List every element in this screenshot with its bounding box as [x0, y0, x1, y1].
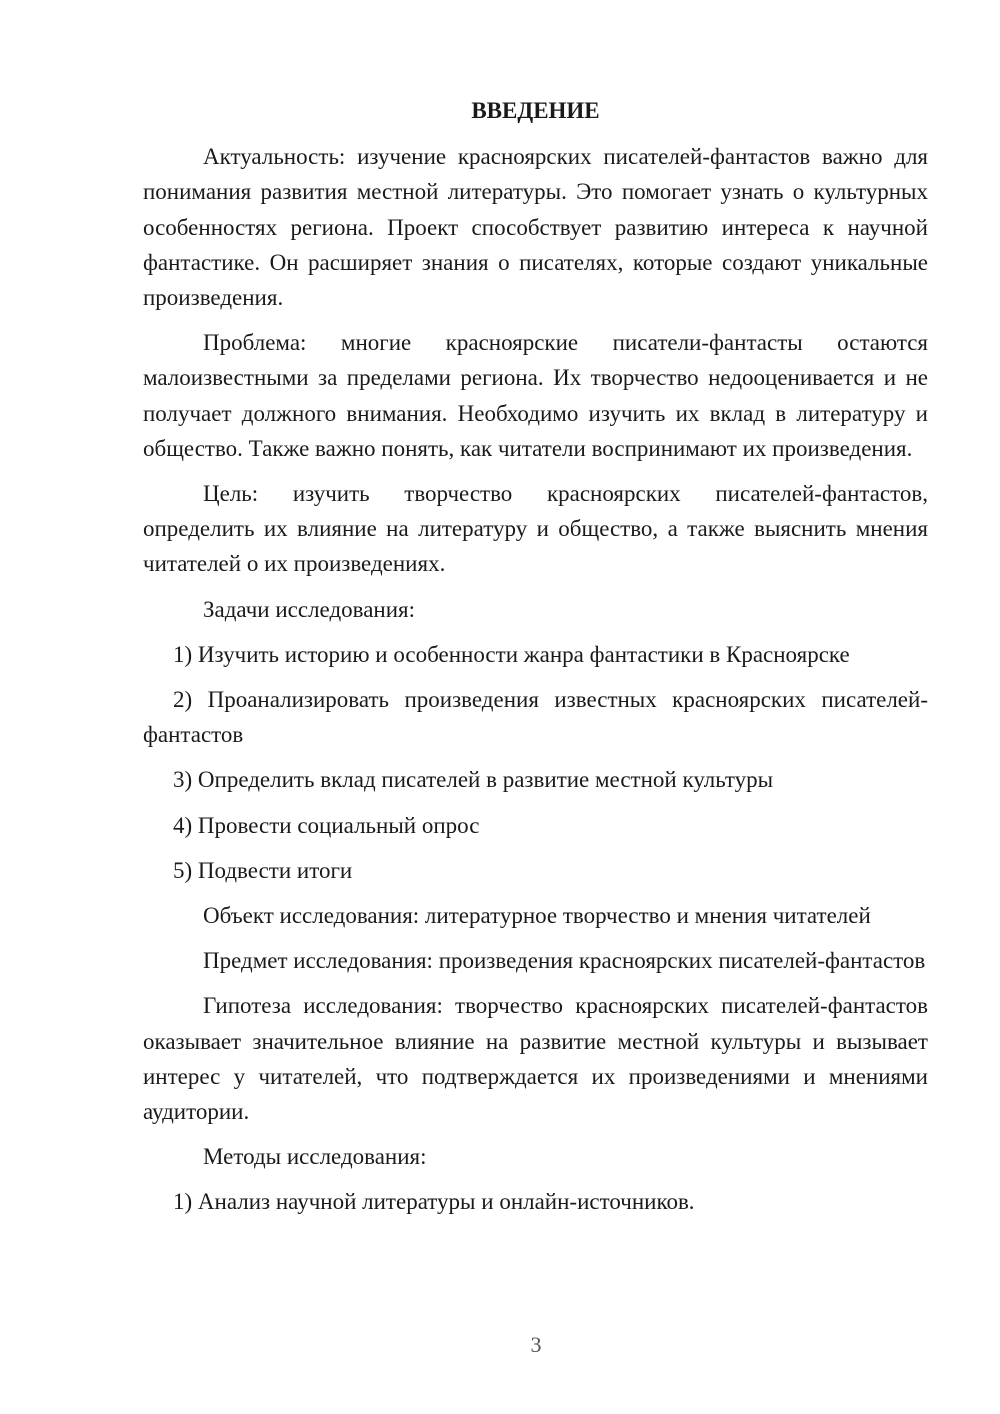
subject-paragraph: Предмет исследования: произведения красноярских писателей-фантастов: [203, 948, 926, 974]
section-title: ВВЕДЕНИЕ: [471, 98, 600, 123]
page-number: 3: [530, 1332, 542, 1357]
document-body: [143, 93, 928, 1230]
object-paragraph: Объект исследования: литературное творчество и мнения читателей: [203, 903, 871, 929]
tasks-heading: Задачи исследования:: [203, 596, 416, 622]
task-item: 5) Подвести итоги: [173, 857, 353, 883]
task-item: 3) Определить вклад писателей в развитие местной культуры: [173, 767, 774, 793]
goal-paragraph: Цель: изучить творчество красноярских писателей-фантастов, определить их влияние на литературу и общество, а также выяснить мнения читателей о их произведениях.: [143, 481, 928, 577]
task-item: 1) Изучить историю и особенности жанра фантастики в Красноярске: [173, 641, 850, 667]
hypothesis-paragraph: Гипотеза исследования: творчество красноярских писателей-фантастов оказывает значительное влияние на развитие местной культуры и вызывает интерес у читателей, что подтверждается их произведениями и мнениями аудитории.: [143, 993, 928, 1125]
methods-heading: Методы исследования:: [203, 1144, 427, 1170]
method-item: 1) Анализ научной литературы и онлайн-источников.: [173, 1189, 695, 1215]
relevance-paragraph: Актуальность: изучение красноярских писателей-фантастов важно для понимания развития местной литературы. Это помогает узнать о культурных особенностях региона. Проект способствует развитию интереса к научной фантастике. Он расширяет знания о писателях, которые создают уникальные произведения.: [143, 144, 928, 311]
task-item: 2) Проанализировать произведения известных красноярских писателей-фантастов: [143, 687, 928, 748]
problem-paragraph: Проблема: многие красноярские писатели-фантасты остаются малоизвестными за пределами региона. Их творчество недооценивается и не получает должного внимания. Необходимо изучить их вклад в литературу и общество. Также важно понять, как читатели воспринимают их произведения.: [143, 330, 928, 461]
task-item: 4) Провести социальный опрос: [173, 812, 480, 838]
